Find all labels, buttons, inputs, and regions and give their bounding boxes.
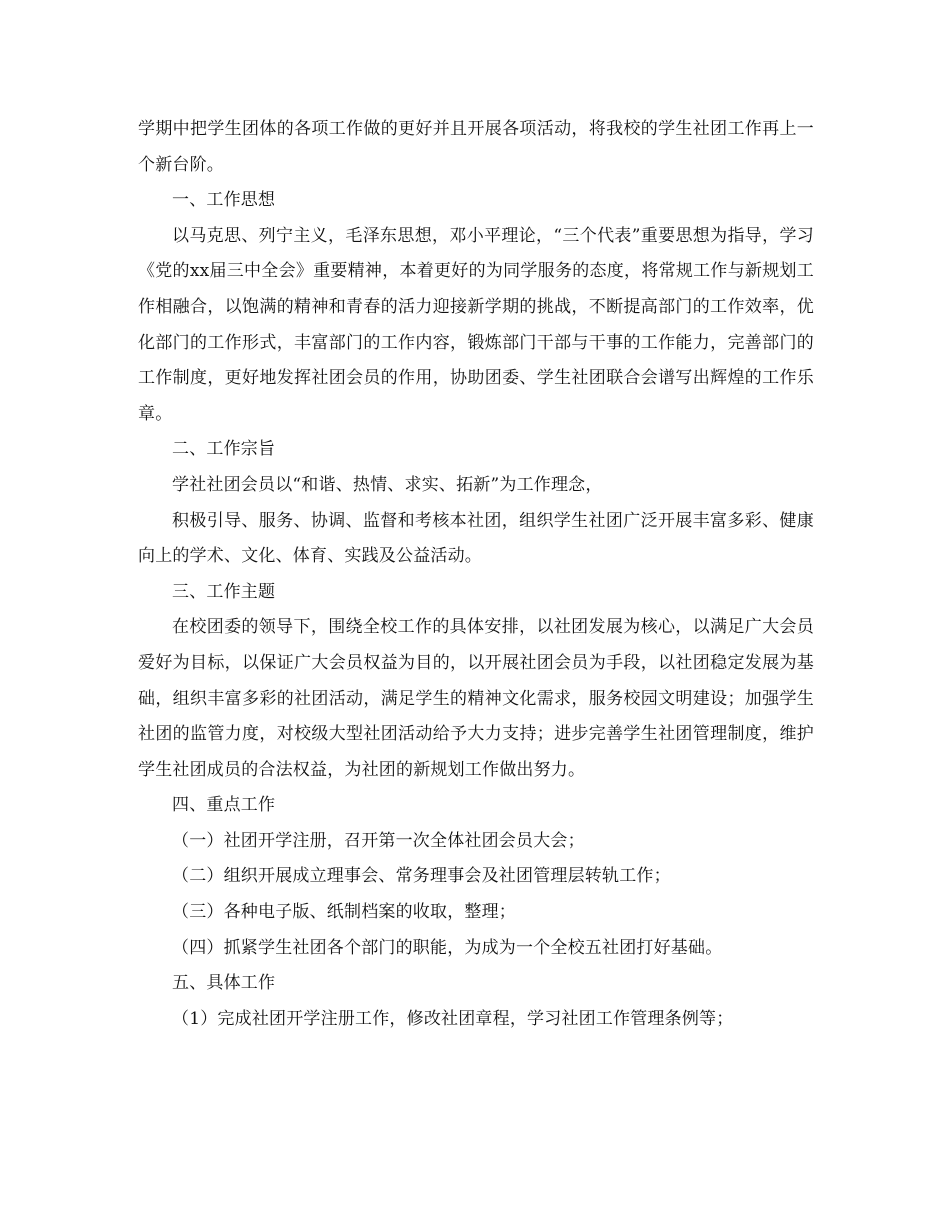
paragraph-work-purpose: 积极引导、服务、协调、监督和考核本社团，组织学生社团广泛开展丰富多彩、健康向上的学术、文化、体育、实践及公益活动。: [138, 510, 814, 567]
list-item-key-work-2: （二）组织开展成立理事会、常务理事会及社团管理层转轨工作；: [172, 866, 671, 887]
section-heading-key-work: 四、重点工作: [172, 795, 276, 816]
document-body: [138, 112, 814, 1037]
section-heading-work-theme: 三、工作主题: [172, 581, 276, 602]
paragraph-work-theme: 在校团委的领导下，围绕全校工作的具体安排，以社团发展为核心，以满足广大会员爱好为目标，以保证广大会员权益为目的，以开展社团会员为手段，以社团稳定发展为基础，组织丰富多彩的社团活动，满足学生的精神文化需求，服务校园文明建设；加强学生社团的监管力度，对校级大型社团活动给予大力支持；进步完善学生社团管理制度，维护学生社团成员的合法权益，为社团的新规划工作做出努力。: [138, 617, 814, 780]
list-item-specific-work-1: （1）完成社团开学注册工作，修改社团章程，学习社团工作管理条例等；: [172, 1008, 734, 1029]
section-heading-work-thought: 一、工作思想: [172, 190, 276, 211]
list-item-key-work-3: （三）各种电子版、纸制档案的收取，整理；: [172, 902, 516, 923]
section-heading-specific-work: 五、具体工作: [172, 973, 276, 994]
paragraph-continuation: 学期中把学生团体的各项工作做的更好并且开展各项活动，将我校的学生社团工作再上一个新台阶。: [138, 119, 814, 175]
section-heading-work-purpose: 二、工作宗旨: [172, 439, 276, 460]
list-item-key-work-1: （一）社团开学注册，召开第一次全体社团会员大会；: [172, 830, 585, 851]
paragraph-work-thought: 以马克思、列宁主义，毛泽东思想，邓小平理论，“三个代表”重要思想为指导，学习《党的xx届三中全会》重要精神，本着更好的为同学服务的态度，将常规工作与新规划工作相融合，以饱满的精神和青春的活力迎接新学期的挑战，不断提高部门的工作效率，优化部门的工作形式，丰富部门的工作内容，锻炼部门干部与干事的工作能力，完善部门的工作制度，更好地发挥社团会员的作用，协助团委、学生社团联合会谱写出辉煌的工作乐章。: [138, 225, 814, 424]
paragraph-work-philosophy: 学社社团会员以“和谐、热情、求实、拓新”为工作理念，: [172, 474, 603, 495]
list-item-key-work-4: （四）抓紧学生社团各个部门的职能，为成为一个全校五社团打好基础。: [172, 937, 723, 958]
